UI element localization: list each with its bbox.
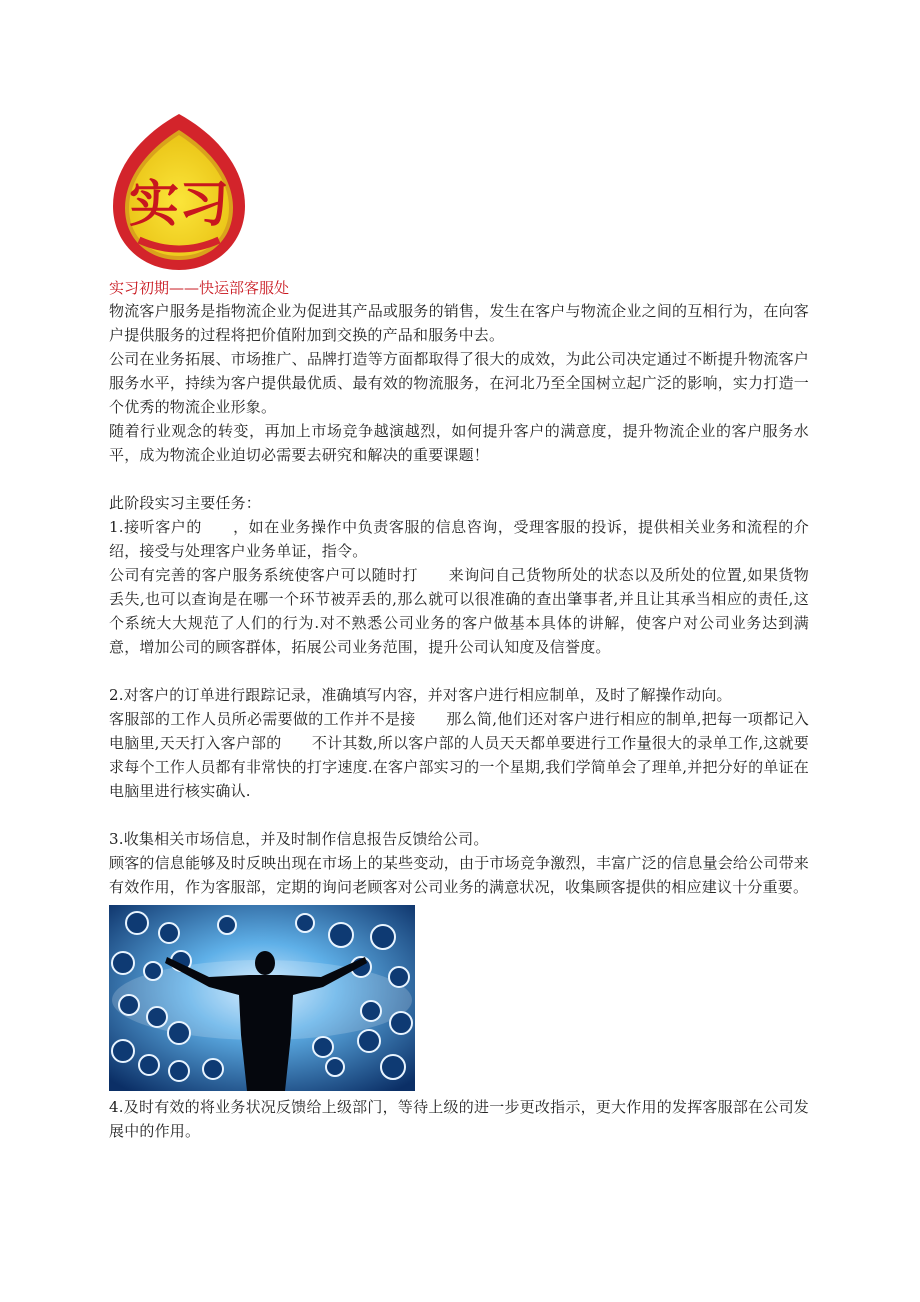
task-2-heading: 2.对客户的订单进行跟踪记录，准确填写内容，并对客户进行相应制单，及时了解操作动向。 <box>109 686 732 704</box>
task-1-body: 公司有完善的客户服务系统使客户可以随时打 来询问自己货物所处的状态以及所处的位置,如果货物丢失,也可以查询是在哪一个环节被弄丢的,那么就可以很准确的查出肇事者,并且让其承当相应的责任,这个系统大大规范了人们的行为.对不熟悉公司业务的客户做基本具体的讲解，使客户对公司业务达到满意，增加公司的顾客群体，拓展公司业务范围，提升公司认知度及信誉度。 <box>109 566 809 656</box>
intro-paragraph-3: 随着行业观念的转变，再加上市场竞争越演越烈，如何提升客户的满意度，提升物流企业的客户服务水平，成为物流企业迫切必需要去研究和解决的重要课题！ <box>109 422 809 464</box>
intro-paragraph-1: 物流客户服务是指物流企业为促进其产品或服务的销售，发生在客户与物流企业之间的互相行为，在向客户提供服务的过程将把价值附加到交换的产品和服务中去。 <box>109 302 809 344</box>
task-1-heading: 1.接听客户的 ，如在业务操作中负责客服的信息咨询，受理客服的投诉，提供相关业务和流程的介绍，接受与处理客户业务单证，指令。 <box>109 518 809 560</box>
logo-text: 实习 <box>129 175 229 233</box>
document-page <box>109 108 809 1143</box>
task-4-heading: 4.及时有效的将业务状况反馈给上级部门，等待上级的进一步更改指示，更大作用的发挥客服部在公司发展中的作用。 <box>109 1098 809 1140</box>
page-title: 实习初期——快运部客服处 <box>109 279 290 297</box>
internship-logo <box>109 108 249 273</box>
social-media-figure-image <box>109 905 415 1091</box>
task-2-body: 客服部的工作人员所必需要做的工作并不是接 那么简,他们还对客户进行相应的制单,把每一项都记入电脑里,天天打入客户部的 不计其数,所以客户部的人员天天都单要进行工作量很大的录单工作,这就要求每个工作人员都有非常快的打字速度.在客户部实习的一个星期,我们学简单会了理单,并把分好的单证在电脑里进行核实确认. <box>109 710 809 800</box>
task-3-heading: 3.收集相关市场信息，并及时制作信息报告反馈给公司。 <box>109 830 489 848</box>
task-3-body: 顾客的信息能够及时反映出现在市场上的某些变动，由于市场竞争激烈，丰富广泛的信息量会给公司带来有效作用，作为客服部，定期的询问老顾客对公司业务的满意状况，收集顾客提供的相应建议十分重要。 <box>109 854 809 896</box>
tasks-heading: 此阶段实习主要任务： <box>109 494 262 512</box>
intro-paragraph-2: 公司在业务拓展、市场推广、品牌打造等方面都取得了很大的成效，为此公司决定通过不断提升物流客户服务水平，持续为客户提供最优质、最有效的物流服务，在河北乃至全国树立起广泛的影响，实力打造一个优秀的物流企业形象。 <box>109 350 809 416</box>
